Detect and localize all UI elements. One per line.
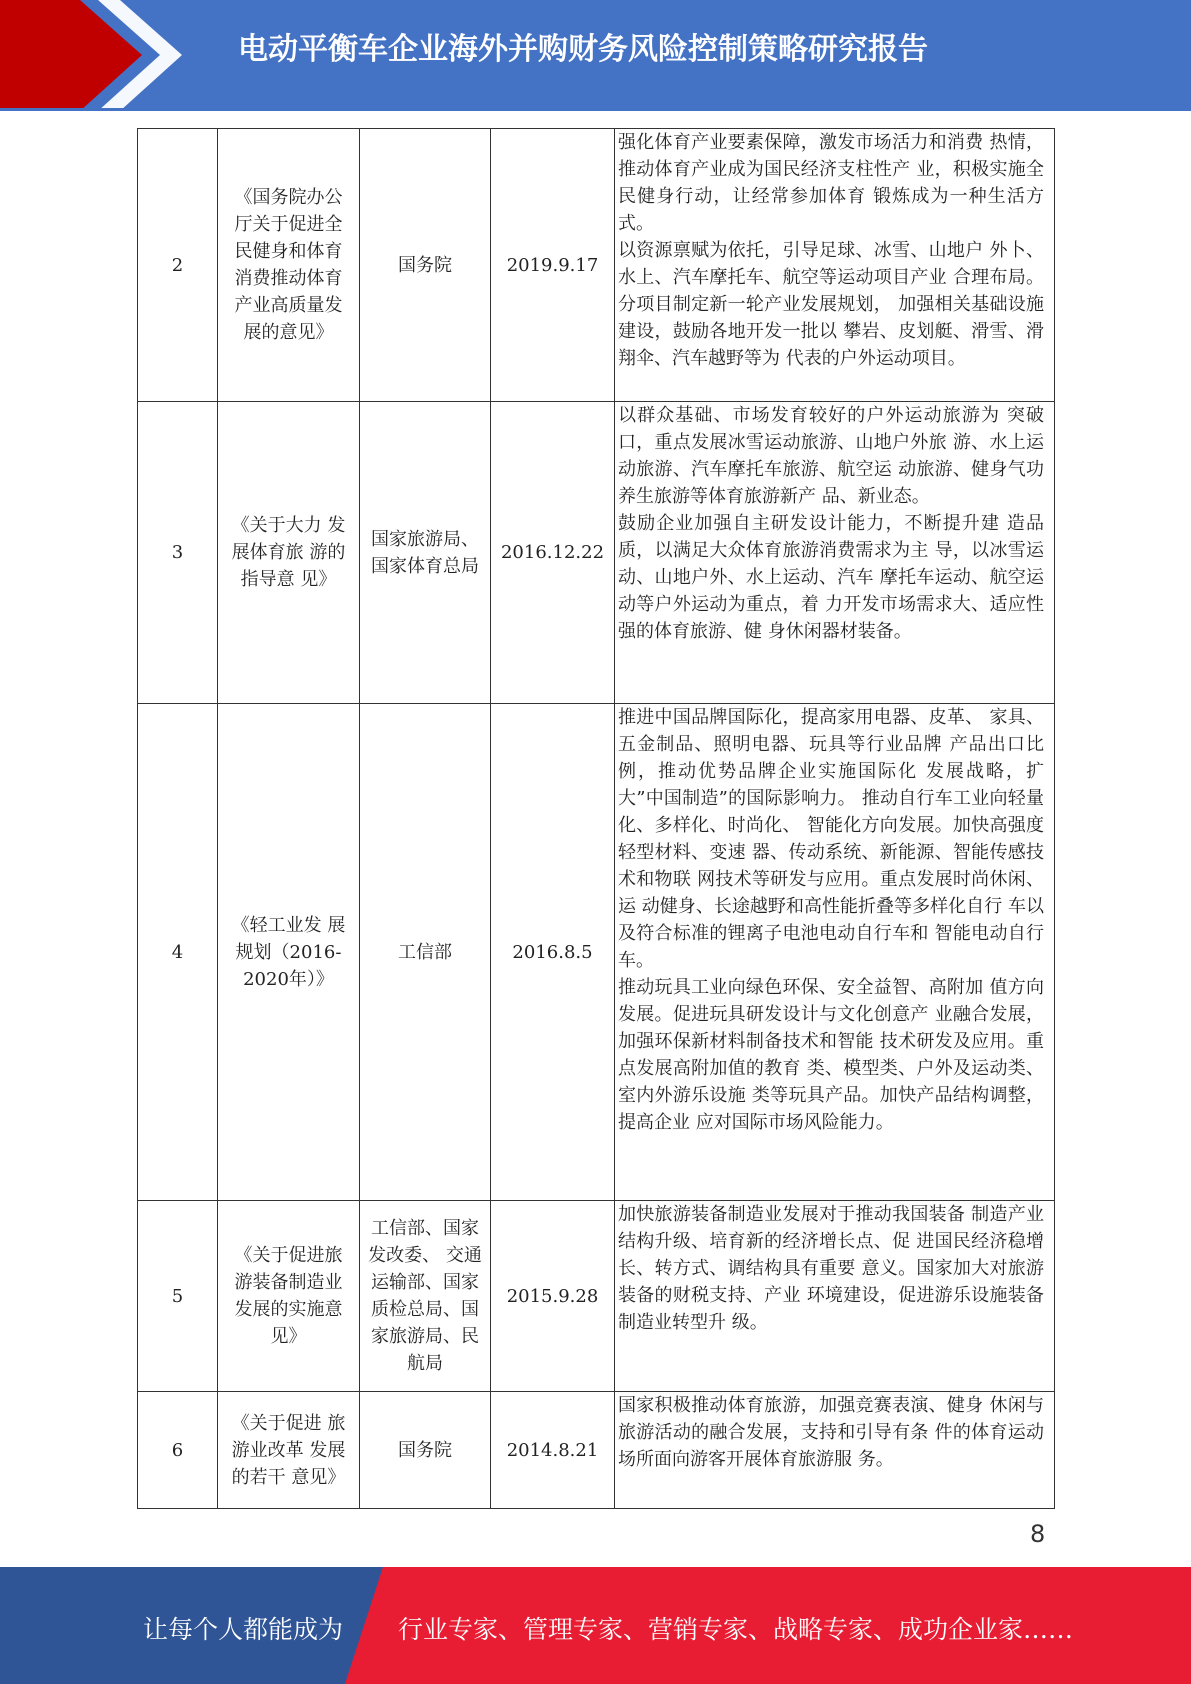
table-row [138, 129, 1055, 402]
issue-date: 2014.8.21 [491, 1392, 615, 1509]
row-number: 5 [138, 1201, 218, 1392]
issuing-department: 国家旅游局、国家体育总局 [360, 402, 491, 704]
table-row [138, 1392, 1055, 1509]
row-number: 4 [138, 704, 218, 1201]
policy-content [615, 1392, 1055, 1509]
page-header [0, 0, 1191, 111]
row-number: 3 [138, 402, 218, 704]
footer-slogan-left: 让每个人都能成为 [143, 1615, 344, 1644]
page-footer [0, 1567, 1191, 1684]
issue-date: 2016.12.22 [491, 402, 615, 704]
table-row [138, 704, 1055, 1201]
issuing-department: 国务院 [360, 129, 491, 402]
row-number: 2 [138, 129, 218, 402]
footer-slogan-right: 行业专家、管理专家、营销专家、战略专家、成功企业家…… [398, 1615, 1074, 1644]
policy-name: 《轻工业发 展规划（2016-2020年）》 [218, 704, 360, 1201]
policy-content [615, 129, 1055, 402]
page-number: 8 [1030, 1520, 1046, 1548]
issue-date: 2019.9.17 [491, 129, 615, 402]
issuing-department: 工信部 [360, 704, 491, 1201]
report-title: 电动平衡车企业海外并购财务风险控制策略研究报告 [238, 32, 928, 67]
table-row [138, 1201, 1055, 1392]
content-paragraph: 以群众基础、市场发育较好的户外运动旅游为 突破口，重点发展冰雪运动旅游、山地户外旅 游、水上运动旅游、汽车摩托车旅游、航空运 动旅游、健身气功养生旅游等体育旅游新产 品、新业态。 [618, 405, 1044, 507]
content-paragraph: 推动玩具工业向绿色环保、安全益智、高附加 值方向发展。促进玩具研发设计与文化创意产 业融合发展，加强环保新材料制备技术和智能 技术研发及应用。重点发展高附加值的教育 类、模型类、户外及运动类、室内外游乐设施 类等玩具产品。加快产品结构调整，提高企业 应对国际市场风险能力。 [618, 977, 1044, 1133]
row-number: 6 [138, 1392, 218, 1509]
content-paragraph: 以资源禀赋为依托，引导足球、冰雪、山地户 外卜、水上、汽车摩托车、航空等运动项目产业 合理布局。分项目制定新一轮产业发展规划， 加强相关基础设施建设，鼓励各地开发一批以 攀岩、皮划艇、滑雪、滑翔伞、汽车越野等为 代表的户外运动项目。 [618, 240, 1044, 369]
policy-name: 《国务院办公厅关于促进全民健身和体育消费推动体育产业高质量发展的意见》 [218, 129, 360, 402]
policy-name: 《关于促进旅游装备制造业发展的实施意见》 [218, 1201, 360, 1392]
content-paragraph: 鼓励企业加强自主研发设计能力，不断提升建 造品质，以满足大众体育旅游消费需求为主 导，以冰雪运动、山地户外、水上运动、汽车 摩托车运动、航空运动等户外运动为重点，着 力开发市场需求大、适应性强的体育旅游、健 身休闲器材装备。 [618, 513, 1044, 642]
table-row [138, 402, 1055, 704]
issue-date: 2015.9.28 [491, 1201, 615, 1392]
issue-date: 2016.8.5 [491, 704, 615, 1201]
issuing-department: 工信部、国家发改委、 交通运输部、国家质检总局、国家旅游局、民航局 [360, 1201, 491, 1392]
policy-name: 《关于促进 旅游业改革 发展的若干 意见》 [218, 1392, 360, 1509]
content-paragraph: 推进中国品牌国际化，提高家用电器、皮革、 家具、五金制品、照明电器、玩具等行业品牌 产品出口比例，推动优势品牌企业实施国际化 发展战略，扩大”中国制造”的国际影响力。 推动自行车工业向轻量化、多样化、时尚化、 智能化方向发展。加快高强度轻型材料、变速 器、传动系统、新能源、智能传感技术和物联 网技术等研发与应用。重点发展时尚休闲、运 动健身、长途越野和高性能折叠等多样化自行 车以及符合标准的锂离子电池电动自行车和 智能电动自行车。 [618, 707, 1044, 971]
policy-content [615, 704, 1055, 1201]
content-paragraph: 国家积极推动体育旅游，加强竞赛表演、健身 休闲与旅游活动的融合发展，支持和引导有条 件的体育运动场所面向游客开展体育旅游服 务。 [618, 1395, 1044, 1470]
policy-content [615, 402, 1055, 704]
policy-table [137, 128, 1055, 1509]
issuing-department: 国务院 [360, 1392, 491, 1509]
content-paragraph: 加快旅游装备制造业发展对于推动我国装备 制造产业结构升级、培育新的经济增长点、促 进国民经济稳增长、转方式、调结构具有重要 意义。国家加大对旅游装备的财税支持、产业 环境建设，促进游乐设施装备制造业转型升 级。 [618, 1204, 1044, 1333]
content-paragraph: 强化体育产业要素保障，激发市场活力和消费 热情，推动体育产业成为国民经济支柱性产 业，积极实施全民健身行动，让经常参加体育 锻炼成为一种生活方式。 [618, 132, 1044, 234]
policy-content [615, 1201, 1055, 1392]
policy-name: 《关于大力 发展体育旅 游的指导意 见》 [218, 402, 360, 704]
